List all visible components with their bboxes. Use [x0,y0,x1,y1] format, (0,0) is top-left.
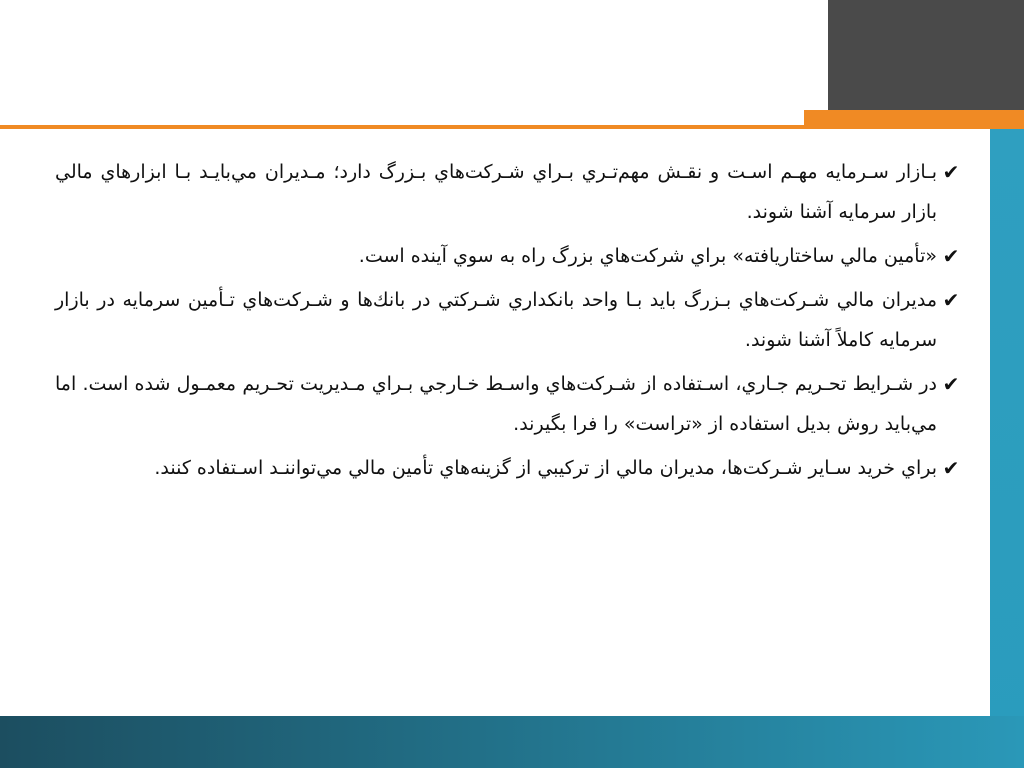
list-item [55,236,965,276]
right-accent-bar [990,129,1024,768]
bullet-text: «تأمين مالي ساختاريافته» براي شركت‌هاي بزرگ راه به سوي آينده است. [358,245,937,267]
list-item [55,152,965,232]
check-icon [937,364,965,404]
header-dark-block [828,0,1024,110]
bullet-text: براي خريد سـاير شـركت‌ها، مديران مالي از تركيبي از گزينه‌هاي تأمين مالي مي‌تواننـد اسـتفاده كنند. [154,457,937,479]
check-icon [937,280,965,320]
bullet-text: در شـرايط تحـريم جـاري، اسـتفاده از شـركت‌هاي واسـط خـارجي بـراي مـديريت تحـريم معمـول شده است. اما مي‌بايد روش بديل استفاده از «تراست» را فرا بگيرند. [55,373,937,435]
bullet-text: بـازار سـرمايه مهـم اسـت و نقـش مهم‌تـري بـراي شـركت‌هاي بـزرگ دارد؛ مـديران مي‌بايـد بـا ابزارهاي مالي بازار سرمايه آشنا شوند. [55,161,937,223]
bullet-list [55,152,965,492]
check-icon [937,236,965,276]
list-item [55,280,965,360]
check-icon [937,448,965,488]
header-orange-tab [804,110,1024,129]
bullet-text: مديران مالي شـركت‌هاي بـزرگ بايد بـا واحد بانكداري شـركتي در بانك‌ها و شـركت‌هاي تـأمين سرمايه در بازار سرمايه كاملاً آشنا شوند. [55,289,937,351]
header-orange-line [0,125,804,129]
check-icon [937,152,965,192]
list-item [55,448,965,488]
list-item [55,364,965,444]
bottom-accent-bar [0,716,1024,768]
